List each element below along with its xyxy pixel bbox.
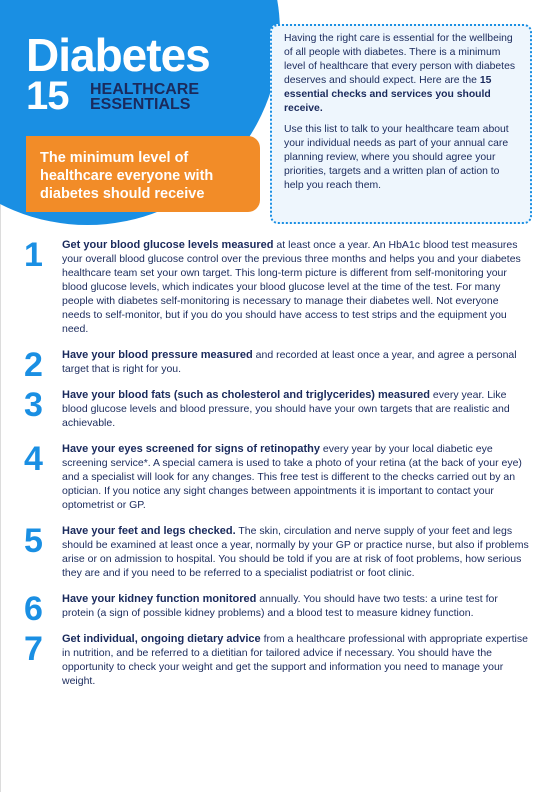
tagline-box (26, 136, 260, 212)
item-body: from a healthcare professional with appropriate expertise in nutrition, and be referred to a dietitian for tailored advice if necessary. You should have the opportunity to check your weight and get the support and information you need to manage your weight. (62, 633, 528, 687)
list-item (20, 346, 530, 384)
intro-p1-bold: 15 essential checks and services you should receive. (284, 75, 492, 114)
item-text (62, 388, 530, 430)
tagline-text: The minimum level of healthcare everyone with diabetes should receive (40, 150, 214, 202)
item-body: annually. You should have two tests: a urine test for protein (a sign of possible kidney problems) and a blood test to measure kidney function. (62, 593, 498, 619)
item-body: at least once a year. An HbA1c blood test measures your overall blood glucose control over the previous three months and helps you and your diabetes healthcare team set your own target. This long-term picture is different from self-monitoring your blood glucose levels, which indicates your blood glucose level at the time of the test. For many people with diabetes self-monitoring is necessary to manage their diabetes well. Not everyone needs to self-monitor, but if you do you should have access to test strips and the equipment you need. (62, 239, 521, 335)
item-number: 7 (24, 630, 43, 668)
item-text (62, 442, 530, 512)
title-word: Diabetes (26, 29, 210, 81)
item-body: every year. Like blood glucose levels and blood pressure, you should have your own targets that are realistic and achievable. (62, 389, 510, 429)
item-lead: Have your eyes screened for signs of retinopathy (62, 443, 320, 455)
list-item (20, 238, 530, 336)
item-body: every year by your local diabetic eye screening service*. A special camera is used to take a photo of your retina (at the back of your eye) and a specialist will look for any changes. This free test is different to the checks carried out by an optician. If you notice any sight changes between appointments it is important to contact your optometrist or GP. (62, 443, 522, 511)
item-lead: Have your kidney function monitored (62, 593, 257, 605)
intro-p1-text: Having the right care is essential for the wellbeing of all people with diabetes. There is a minimum level of healthcare that every person with diabetes deserves and should expect. Here are the (284, 33, 516, 86)
essentials-list (20, 238, 530, 688)
intro-box (270, 24, 532, 224)
item-number: 6 (24, 590, 43, 628)
item-number: 3 (24, 386, 43, 424)
intro-paragraph-1 (284, 32, 520, 116)
title-number: 15 (26, 74, 69, 118)
list-item (20, 388, 530, 430)
item-text (62, 524, 530, 580)
item-number: 5 (24, 522, 43, 560)
list-item (20, 590, 530, 628)
list-item (20, 632, 530, 688)
item-body: and recorded at least once a year, and agree a personal target that is right for you. (62, 349, 517, 375)
item-lead: Have your blood pressure measured (62, 349, 253, 361)
item-text (62, 632, 530, 688)
list-item (20, 442, 530, 512)
item-text (62, 238, 530, 336)
item-lead: Have your feet and legs checked. (62, 525, 236, 537)
intro-paragraph-2: Use this list to talk to your healthcare team about your individual needs as part of your annual care planning review, where you should agree your priorities, targets and a written plan of action to help you reach them. (284, 124, 509, 191)
item-text (62, 348, 530, 376)
item-number: 1 (24, 236, 43, 274)
item-lead: Have your blood fats (such as cholesterol and triglycerides) measured (62, 389, 431, 401)
item-number: 4 (24, 440, 43, 478)
item-body: The skin, circulation and nerve supply of your feet and legs should be examined at least once a year, normally by your GP or practice nurse, but also if problems arise or on admission to hospital. You should be told if you are at risk of foot problems, how serious they are and if you need to be referred to a specialist podiatrist or foot clinic. (62, 525, 529, 579)
item-number: 2 (24, 346, 43, 384)
list-item (20, 524, 530, 580)
item-lead: Get individual, ongoing dietary advice (62, 633, 261, 645)
title-subtitle: HEALTHCARE ESSENTIALS (90, 81, 200, 113)
item-lead: Get your blood glucose levels measured (62, 239, 274, 251)
item-text (62, 592, 530, 620)
